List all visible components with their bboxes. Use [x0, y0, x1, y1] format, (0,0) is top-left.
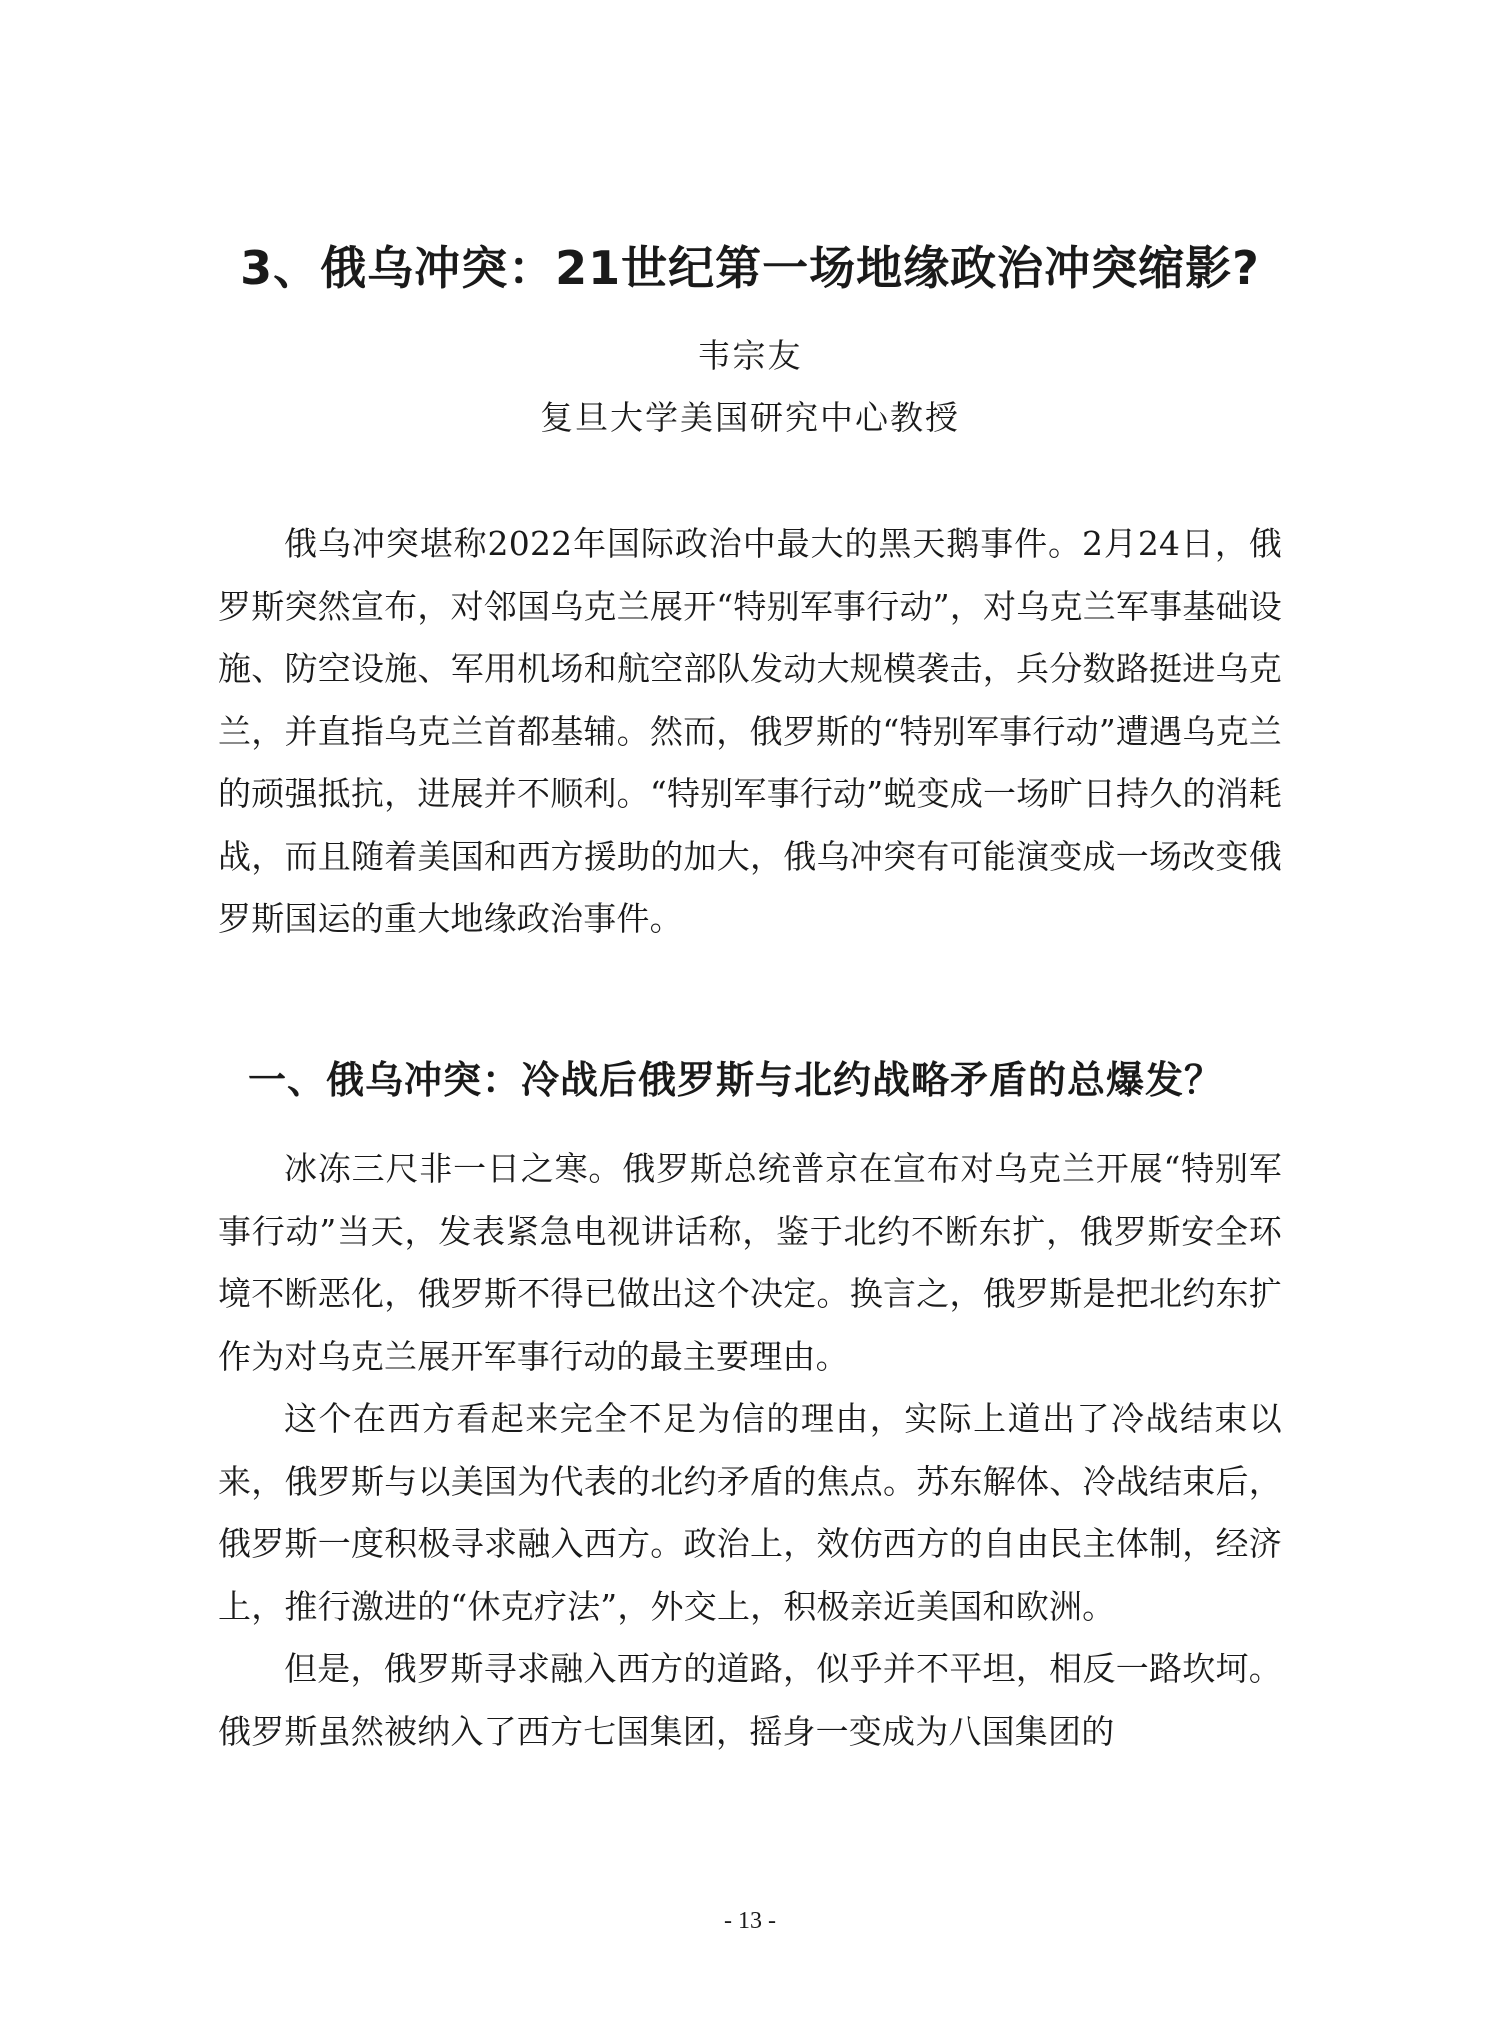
section-heading: 一、俄乌冲突：冷战后俄罗斯与北约战略矛盾的总爆发？: [248, 1057, 1224, 1102]
page-number: - 13 -: [724, 1908, 776, 1934]
intro-section: [218, 513, 1282, 951]
body-paragraph: 冰冻三尺非一日之寒。俄罗斯总统普京在宣布对乌克兰开展“特别军事行动”当天，发表紧急电视讲话称，鉴于北约不断东扩，俄罗斯安全环境不断恶化，俄罗斯不得已做出这个决定。换言之，俄罗斯是把北约东扩作为对乌克兰展开军事行动的最主要理由。: [218, 1149, 1282, 1376]
body-paragraph: 但是，俄罗斯寻求融入西方的道路，似乎并不平坦，相反一路坎坷。俄罗斯虽然被纳入了西方七国集团，摇身一变成为八国集团的: [218, 1649, 1282, 1751]
author-affiliation: 复旦大学美国研究中心教授: [540, 398, 960, 437]
intro-paragraph: 俄乌冲突堪称2022年国际政治中最大的黑天鹅事件。2月24日，俄罗斯突然宣布，对邻国乌克兰展开“特别军事行动”，对乌克兰军事基础设施、防空设施、军用机场和航空部队发动大规模袭击，兵分数路挺进乌克兰，并直指乌克兰首都基辅。然而，俄罗斯的“特别军事行动”遭遇乌克兰的顽强抵抗，进展并不顺利。“特别军事行动”蜕变成一场旷日持久的消耗战，而且随着美国和西方援助的加大，俄乌冲突有可能演变成一场改变俄罗斯国运的重大地缘政治事件。: [218, 524, 1282, 938]
section-body: [218, 1138, 1282, 1763]
author-name: 韦宗友: [697, 336, 803, 375]
body-paragraph: 这个在西方看起来完全不足为信的理由，实际上道出了冷战结束以来，俄罗斯与以美国为代表的北约矛盾的焦点。苏东解体、冷战结束后，俄罗斯一度积极寻求融入西方。政治上，效仿西方的自由民主体制，经济上，推行激进的“休克疗法”，外交上，积极亲近美国和欧洲。: [218, 1399, 1282, 1626]
article-title: 3、俄乌冲突：21世纪第一场地缘政治冲突缩影?: [240, 240, 1260, 295]
